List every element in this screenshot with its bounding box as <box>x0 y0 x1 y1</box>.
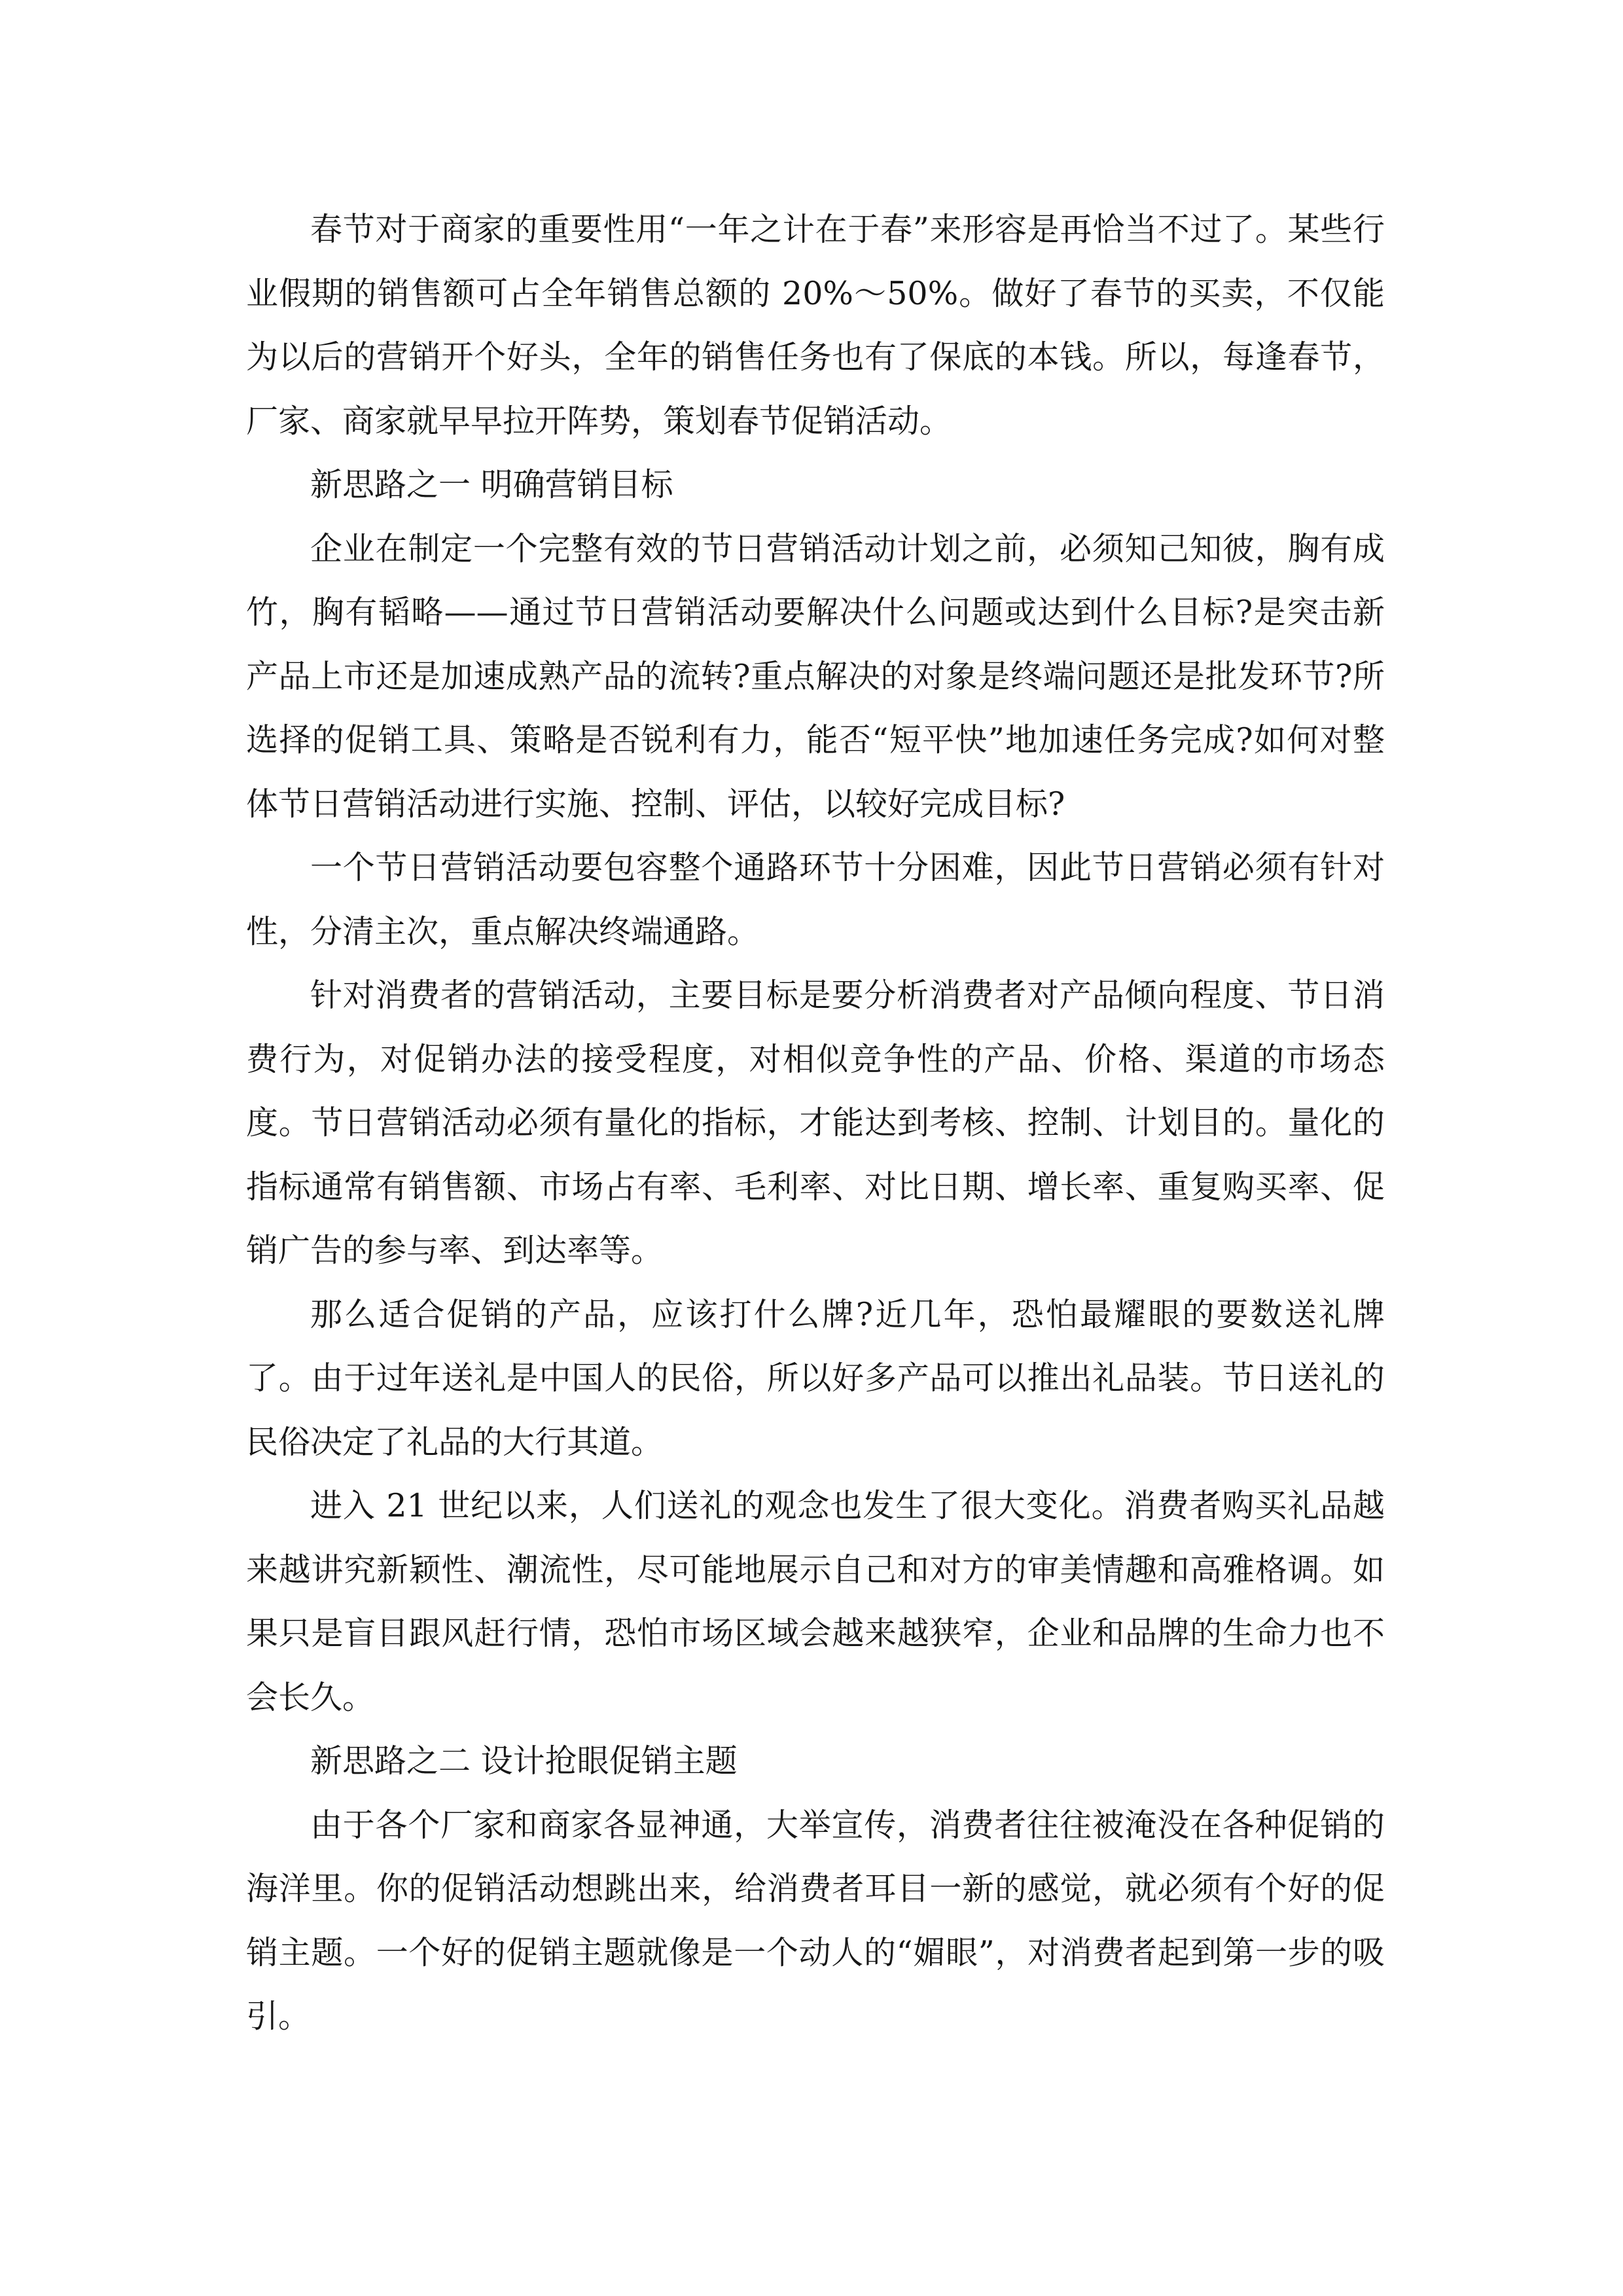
paragraph: 企业在制定一个完整有效的节日营销活动计划之前，必须知己知彼，胸有成竹，胸有韬略——通过节日营销活动要解决什么问题或达到什么目标?是突击新产品上市还是加速成熟产品的流转?重点解决的对象是终端问题还是批发环节?所选择的促销工具、策略是否锐利有力，能否“短平快”地加速任务完成?如何对整体节日营销活动进行实施、控制、评估，以较好完成目标? <box>246 529 1385 823</box>
paragraph: 进入 21 世纪以来，人们送礼的观念也发生了很大变化。消费者购买礼品越来越讲究新颖性、潮流性，尽可能地展示自己和对方的审美情趣和高雅格调。如果只是盲目跟风赶行情，恐怕市场区域会越来越狭窄，企业和品牌的生命力也不会长久。 <box>246 1487 1385 1716</box>
section-heading-2: 新思路之二 设计抢眼促销主题 <box>310 1742 738 1780</box>
paragraph: 由于各个厂家和商家各显神通，大举宣传，消费者往往被淹没在各种促销的海洋里。你的促销活动想跳出来，给消费者耳目一新的感觉，就必须有个好的促销主题。一个好的促销主题就像是一个动人的“媚眼”，对消费者起到第一步的吸引。 <box>246 1806 1385 2035</box>
paragraph-intro: 春节对于商家的重要性用“一年之计在于春”来形容是再恰当不过了。某些行业假期的销售额可占全年销售总额的 20%～50%。做好了春节的买卖，不仅能为以后的营销开个好头，全年的销售任务也有了保底的本钱。所以，每逢春节，厂家、商家就早早拉开阵势，策划春节促销活动。 <box>246 211 1385 440</box>
paragraph: 针对消费者的营销活动，主要目标是要分析消费者对产品倾向程度、节日消费行为，对促销办法的接受程度，对相似竞争性的产品、价格、渠道的市场态度。节日营销活动必须有量化的指标，才能达到考核、控制、计划目的。量化的指标通常有销售额、市场占有率、毛利率、对比日期、增长率、重复购买率、促销广告的参与率、到达率等。 <box>246 977 1385 1269</box>
paragraph: 一个节日营销活动要包容整个通路环节十分困难，因此节日营销必须有针对性，分清主次，重点解决终端通路。 <box>246 849 1385 950</box>
paragraph: 那么适合促销的产品，应该打什么牌?近几年，恐怕最耀眼的要数送礼牌了。由于过年送礼是中国人的民俗，所以好多产品可以推出礼品装。节日送礼的民俗决定了礼品的大行其道。 <box>246 1295 1385 1461</box>
section-heading-1: 新思路之一 明确营销目标 <box>310 466 673 503</box>
document-body <box>246 198 1385 2049</box>
